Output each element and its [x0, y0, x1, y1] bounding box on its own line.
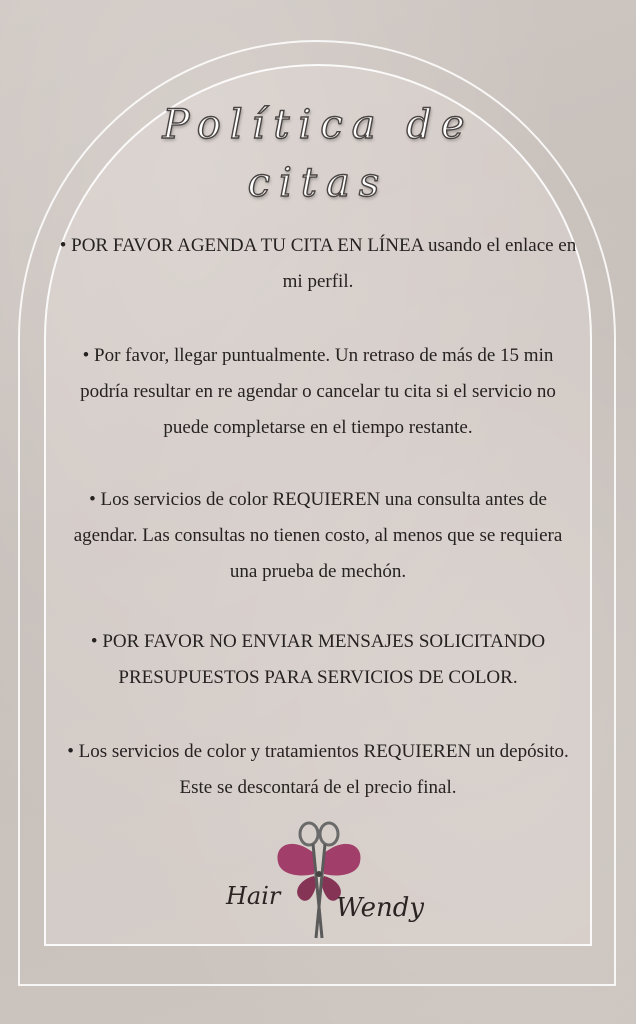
svg-text:Hair: Hair — [226, 882, 281, 910]
policy-color-consultation: • Los servicios de color REQUIEREN una consulta antes de agendar. Las consultas no tienen costo, al menos que se requiera una prueba de mechón. — [73, 489, 563, 582]
svg-text:Wendy: Wendy — [336, 893, 424, 923]
title-line-2: citas — [247, 160, 389, 206]
policy-punctuality: • Por favor, llegar puntualmente. Un retraso de más de 15 min podría resultar en re agendar o cancelar tu cita si el servicio no puede completarse en el tiempo restante. — [80, 345, 556, 438]
policy-no-quote-messages: • POR FAVOR NO ENVIAR MENSAJES SOLICITANDO PRESUPUESTOS PARA SERVICIOS DE COLOR. — [90, 631, 546, 688]
page-title — [60, 96, 576, 212]
policy-deposit: • Los servicios de color y tratamientos REQUIEREN un depósito. Este se descontará de el precio final. — [67, 741, 569, 798]
scissors-butterfly-icon — [214, 814, 424, 944]
policy-online-booking: • POR FAVOR AGENDA TU CITA EN LÍNEA usando el enlace en mi perfil. — [59, 235, 577, 292]
brand-logo — [214, 814, 424, 944]
title-line-1: Política de — [162, 102, 474, 148]
